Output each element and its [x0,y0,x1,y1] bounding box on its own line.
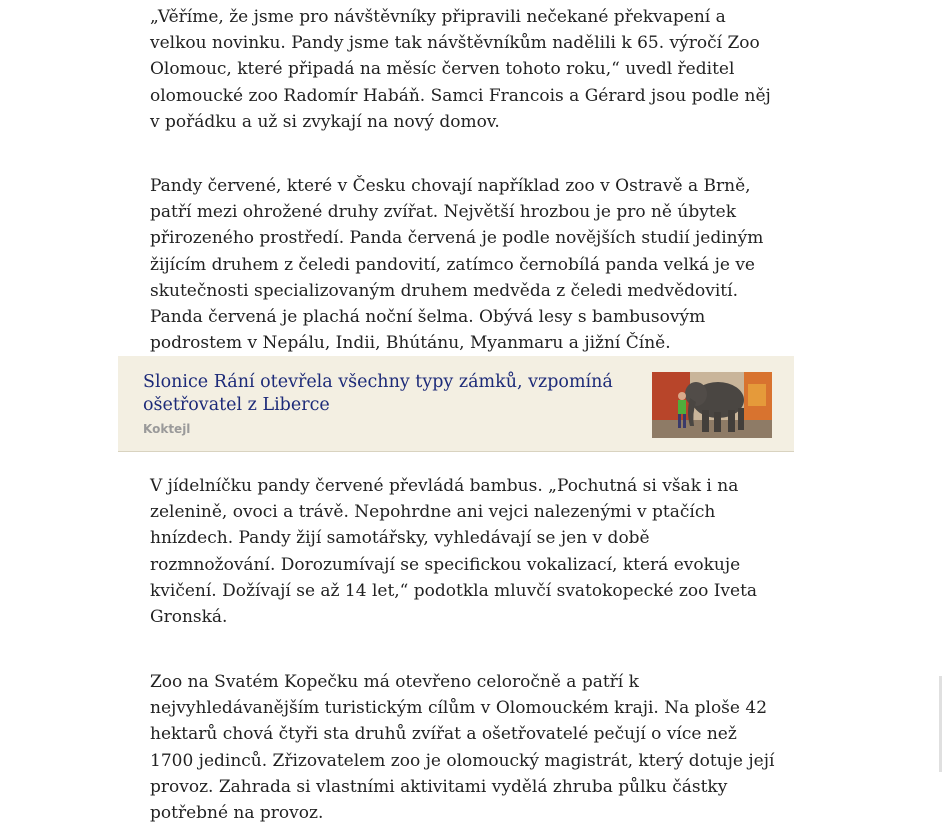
article-paragraph-4: Zoo na Svatém Kopečku má otevřeno celoročně a patří k nejvyhledávanějším turistickým cílům v Olomouckém kraji. Na ploše 42 hektarů chová čtyři sta druhů zvířat a ošetřovatelé pečují o více než 1700 jedinců. Zřizovatelem zoo je olomoucký magistrát, který dotuje její provoz. Zahrada si vlastními aktivitami vydělá zhruba půlku částky potřebné na provoz. [150,672,775,824]
related-article-promo[interactable] [118,356,794,452]
article-paragraph-3: V jídelníčku pandy červené převládá bambus. „Pochutná si však i na zelenině, ovoci a trávě. Nepohrdne ani vejci nalezenými v ptačích hnízdech. Pandy žijí samotářsky, vyhledávají se jen v době rozmnožování. Dorozumívají se specifickou vokalizací, která evokuje kvičení. Dožívají se až 14 let,“ podotkla mluvčí svatokopecké zoo Iveta Gronská. [150,476,758,628]
promo-title-link[interactable]: Slonice Rání otevřela všechny typy zámků, vzpomíná ošetřovatel z Liberce [143,372,613,415]
article-paragraph-2: Pandy červené, které v Česku chovají například zoo v Ostravě a Brně, patří mezi ohrožené druhy zvířat. Největší hrozbou je pro ně úbytek přirozeného prostředí. Panda červená je podle novějších studií jediným žijícím druhem z čeledi pandovití, zatímco černobílá panda velká je ve skutečnosti specializovaným druhem medvěda z čeledi medvědovití. Panda červená je plachá noční šelma. Obývá lesy s bambusovým podrostem v Nepálu, Indii, Bhútánu, Myanmaru a jižní Číně. [150,176,764,354]
elephant-photo-icon [652,372,772,438]
promo-source-label: Koktejl [143,422,191,436]
promo-thumbnail[interactable] [652,372,772,438]
article-paragraph-1: „Věříme, že jsme pro návštěvníky připravili nečekané překvapení a velkou novinku. Pandy jsme tak návštěvníkům nadělili k 65. výročí Zoo Olomouc, které připadá na měsíc červen tohoto roku,“ uvedl ředitel olomoucké zoo Radomír Habáň. Samci Francois a Gérard jsou podle něj v pořádku a už si zvykají na nový domov. [150,7,771,132]
